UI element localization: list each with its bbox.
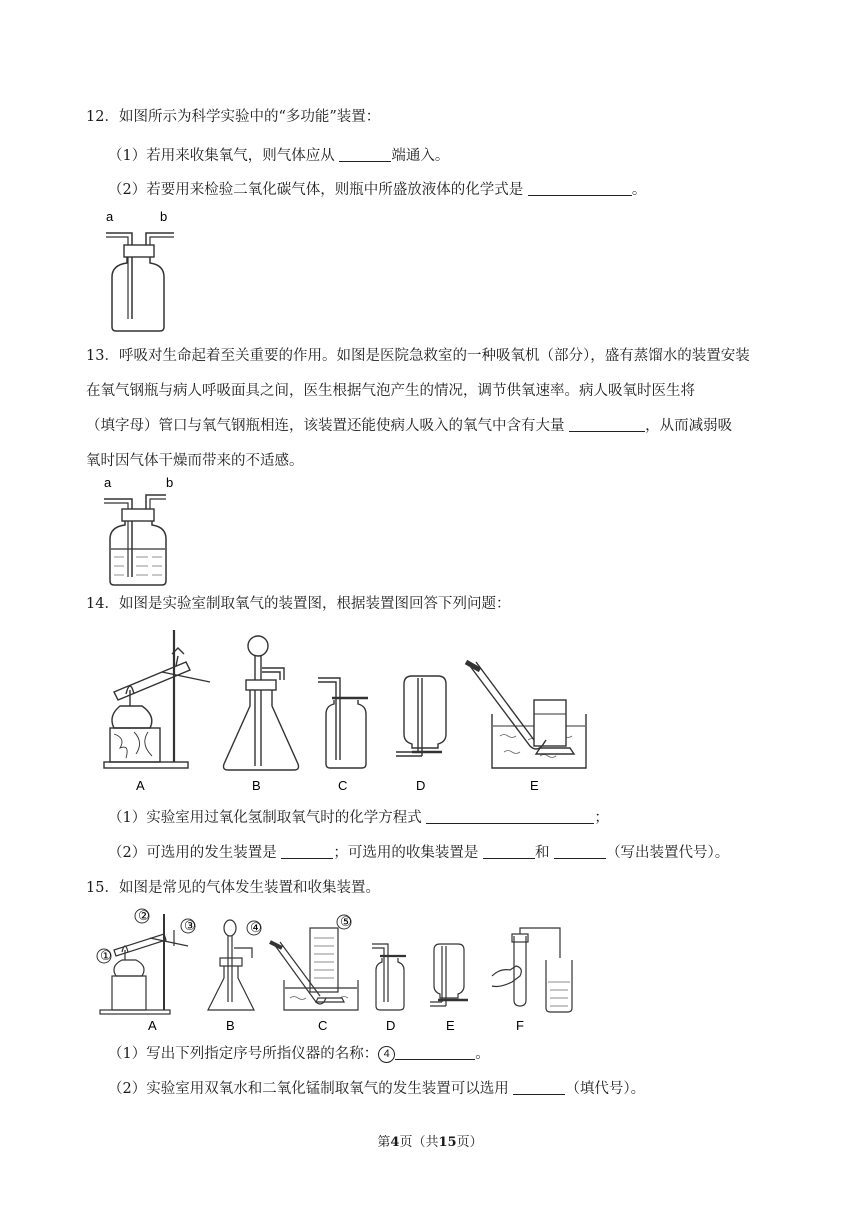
q15-marker-1: ① [100, 948, 112, 963]
q14-part2-mid: ；可选用的收集装置是 [333, 845, 479, 861]
q14-part1 [108, 808, 609, 828]
q14-apparatus-figure [100, 620, 590, 798]
q14-label-c: C [338, 778, 348, 793]
q15-part1-marker: 4 [378, 1046, 395, 1063]
q14-device-d [396, 676, 446, 756]
q14-label-d: D [416, 778, 426, 793]
q15-label-b: B [226, 1018, 235, 1033]
q14-part2-and: 和 [534, 845, 550, 861]
q15-part1 [108, 1044, 490, 1064]
q14-device-c [318, 678, 368, 768]
q12-part2-suffix: 。 [631, 182, 647, 198]
q14-part2-suffix: （写出装置代号）。 [606, 845, 730, 861]
q14-part2 [108, 843, 729, 863]
q14-label-a: A [136, 778, 145, 793]
q12-part1 [108, 146, 449, 166]
q13-line3 [86, 416, 732, 436]
q14-answer-blank-1[interactable] [426, 809, 594, 824]
q15-marker-2: ② [138, 908, 150, 923]
footer-prefix: 第 [377, 1135, 391, 1150]
q12-answer-blank-1[interactable] [339, 147, 391, 162]
q13-line2: 在氧气钢瓶与病人呼吸面具之间，医生根据气泡产生的情况，调节供氧速率。病人吸氧时医生将 [86, 383, 695, 399]
q14-device-b [224, 636, 299, 770]
q15-marker-5: ⑤ [340, 914, 352, 929]
q15-marker-3: ③ [184, 918, 196, 933]
q14-stem: 14．如图是实验室制取氧气的装置图，根据装置图回答下列问题： [86, 596, 511, 612]
q12-gas-bottle-figure [100, 207, 180, 335]
q15-device-f [492, 928, 572, 1012]
q15-marker-4: ④ [250, 920, 262, 935]
q15-label-a: A [148, 1018, 157, 1033]
q15-label-f: F [516, 1018, 524, 1033]
q13-line3-suffix: ，从而减弱吸 [645, 418, 733, 434]
q12-label-b: b [160, 209, 168, 224]
q14-label-e: E [530, 778, 539, 793]
q15-label-e: E [446, 1018, 455, 1033]
page-footer [0, 1131, 860, 1150]
q14-part1-suffix: ； [594, 810, 609, 826]
q15-part2-text: （2）实验室用双氧水和二氧化锰制取氧气的发生装置可以选用 [108, 1081, 509, 1097]
q15-device-c [270, 928, 358, 1010]
q15-apparatus-figure [96, 906, 576, 1034]
q13-answer-blank[interactable] [569, 417, 645, 432]
q14-part1-text: （1）实验室用过氧化氢制取氧气时的化学方程式 [108, 810, 422, 826]
q15-answer-blank-1[interactable] [395, 1045, 475, 1060]
q15-device-b [208, 920, 254, 1010]
q12-part2-text: （2）若要用来检验二氧化碳气体，则瓶中所盛放液体的化学式是 [108, 182, 524, 198]
q15-part2 [108, 1079, 645, 1099]
footer-page-number: 4 [390, 1135, 400, 1150]
q13-line4: 氧时因气体干燥而带来的不适感。 [86, 453, 304, 469]
q14-part2-text: （2）可选用的发生装置是 [108, 845, 277, 861]
q14-device-a [104, 630, 210, 768]
q13-water-bottle-figure [100, 473, 180, 588]
q15-device-d [372, 944, 406, 1010]
q15-part1-suffix: 。 [475, 1046, 490, 1062]
q14-device-e [466, 662, 586, 768]
q15-device-e [430, 944, 468, 1006]
q15-part2-suffix: （填代号）。 [565, 1081, 646, 1097]
footer-total-pages: 15 [438, 1135, 457, 1150]
q15-part1-text: （1）写出下列指定序号所指仪器的名称： [108, 1046, 379, 1062]
q15-label-d: D [386, 1018, 396, 1033]
q15-device-a [100, 914, 188, 1014]
q15-label-c: C [318, 1018, 328, 1033]
q13-line1: 13．呼吸对生命起着至关重要的作用。如图是医院急救室的一种吸氧机（部分），盛有蒸馏水的装置安装 [86, 348, 750, 364]
footer-suffix: 页） [456, 1135, 483, 1150]
q12-part1-text: （1）若用来收集氧气，则气体应从 [108, 148, 335, 164]
q15-answer-blank-2[interactable] [513, 1080, 565, 1095]
q14-answer-blank-3[interactable] [483, 844, 535, 859]
q13-label-a: a [104, 475, 112, 490]
q12-part2 [108, 180, 646, 200]
footer-mid: 页（共 [399, 1135, 439, 1150]
q13-label-b: b [166, 475, 174, 490]
q15-stem: 15．如图是常见的气体发生装置和收集装置。 [86, 880, 380, 896]
q14-answer-blank-2[interactable] [281, 844, 333, 859]
q12-label-a: a [106, 209, 114, 224]
q15-markers-a [97, 908, 196, 963]
q13-line3-text: （填字母）管口与氧气钢瓶相连，该装置还能使病人吸入的氧气中含有大量 [86, 418, 565, 434]
q12-stem: 12．如图所示为科学实验中的“多功能”装置： [86, 109, 381, 125]
q14-answer-blank-4[interactable] [554, 844, 606, 859]
q12-part1-suffix: 端通入。 [391, 148, 450, 164]
q12-answer-blank-2[interactable] [528, 181, 632, 196]
q14-label-b: B [252, 778, 261, 793]
